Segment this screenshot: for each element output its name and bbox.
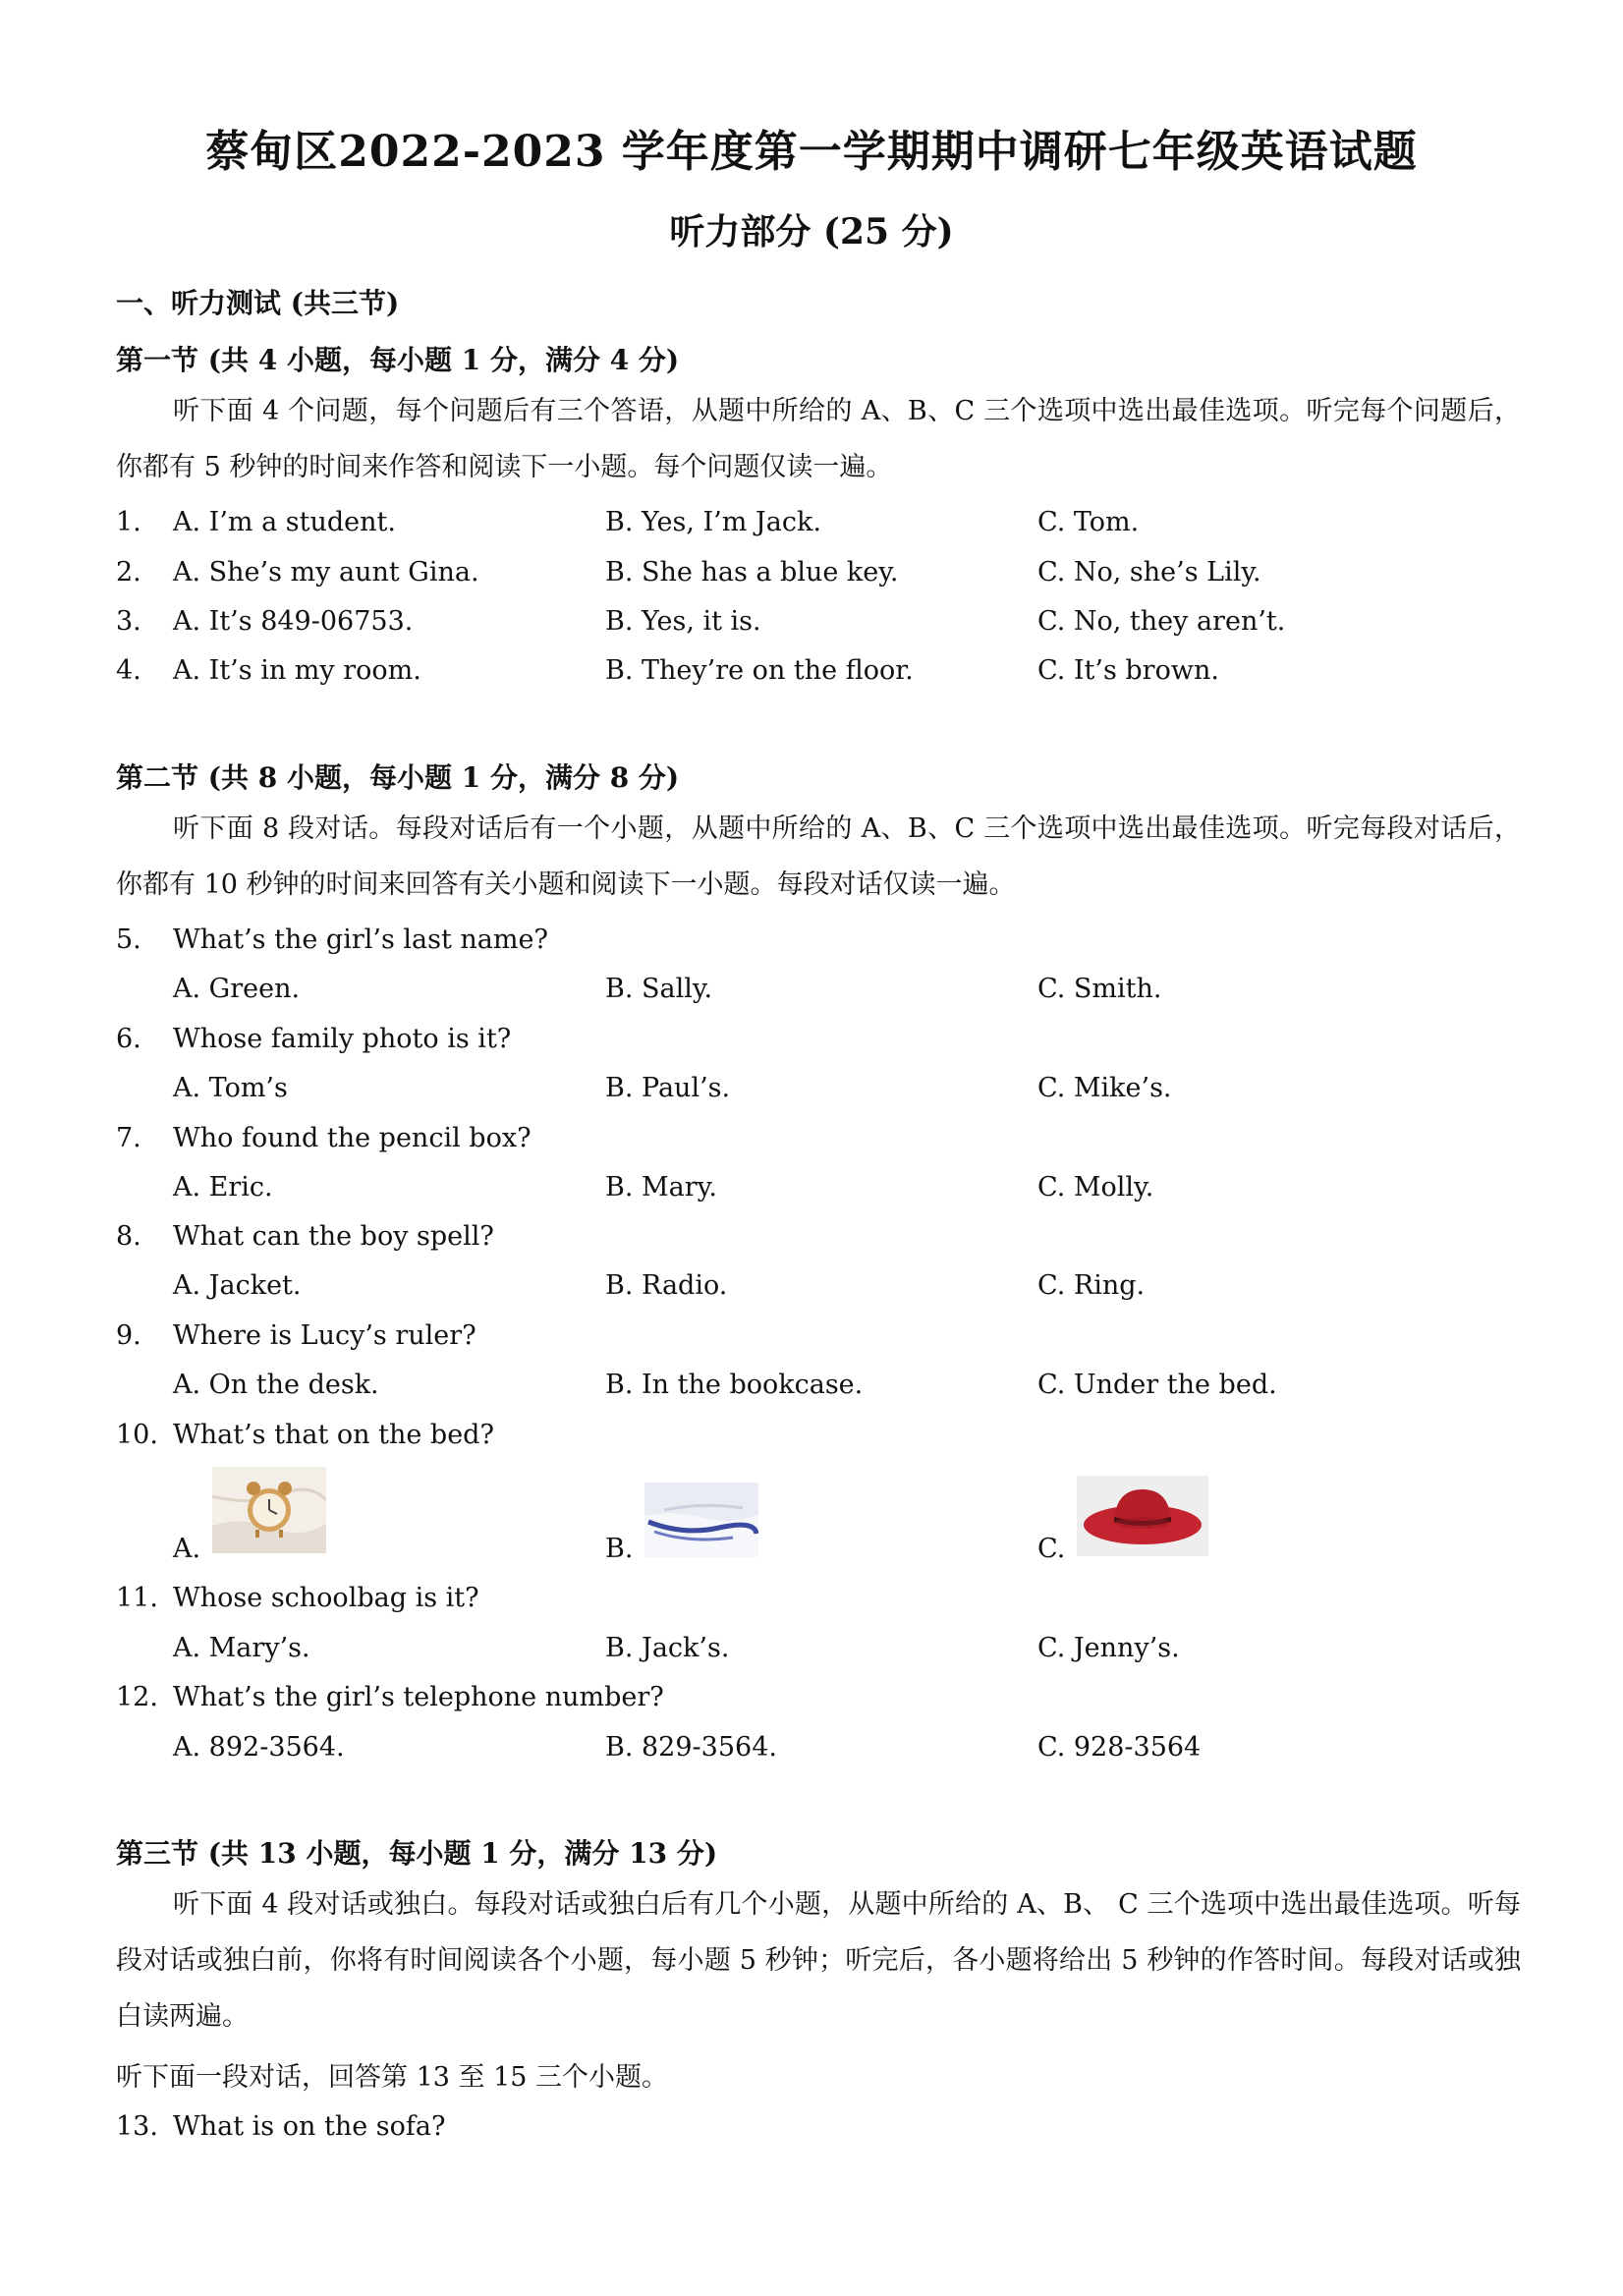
option-a: A. She’s my aunt Gina. bbox=[173, 557, 479, 588]
options-row bbox=[116, 1270, 1521, 1310]
question-number: 8. bbox=[116, 1221, 141, 1252]
question-stem-row bbox=[116, 1123, 1521, 1162]
question-row bbox=[116, 507, 1521, 546]
question-stem-row bbox=[116, 1221, 1521, 1260]
option-c: C. 928-3564 bbox=[1037, 1732, 1202, 1763]
question-stem-row bbox=[116, 924, 1521, 964]
question-row bbox=[116, 606, 1521, 645]
question-number: 3. bbox=[116, 606, 141, 637]
option-b: B. Jack’s. bbox=[605, 1633, 730, 1663]
question-stem: What is on the sofa? bbox=[173, 2111, 446, 2142]
question-number: 2. bbox=[116, 557, 141, 588]
question-number: 1. bbox=[116, 507, 141, 537]
option-c: C. Tom. bbox=[1037, 507, 1140, 537]
section1-heading: 第一节 (共 4 小题，每小题 1 分，满分 4 分) bbox=[116, 344, 680, 376]
option-a: A. 892-3564. bbox=[173, 1732, 345, 1763]
red-hat-image bbox=[1077, 1476, 1208, 1556]
question-stem-row bbox=[116, 1320, 1521, 1360]
option-a: A. Mary’s. bbox=[173, 1633, 310, 1663]
question-stem: Whose schoolbag is it? bbox=[173, 1583, 479, 1613]
question-stem-row bbox=[116, 1682, 1521, 1721]
part-heading: 一、听力测试 (共三节) bbox=[116, 287, 400, 319]
option-c: C. Mike’s. bbox=[1037, 1073, 1172, 1103]
page-title: 蔡甸区2022-2023 学年度第一学期期中调研七年级英语试题 bbox=[205, 127, 1418, 177]
option-b: B. Radio. bbox=[605, 1270, 728, 1301]
option-b: B. They’re on the floor. bbox=[605, 655, 914, 686]
option-a: A. Jacket. bbox=[173, 1270, 302, 1301]
question-stem: Whose family photo is it? bbox=[173, 1024, 512, 1054]
question-stem-row bbox=[116, 1420, 1521, 1459]
question-stem: Where is Lucy’s ruler? bbox=[173, 1320, 476, 1351]
option-b: B. In the bookcase. bbox=[605, 1370, 864, 1400]
question-stem: Who found the pencil box? bbox=[173, 1123, 532, 1153]
question-stem-row bbox=[116, 1024, 1521, 1063]
option-c: C. No, they aren’t. bbox=[1037, 606, 1286, 637]
option-c: C. Molly. bbox=[1037, 1172, 1154, 1203]
section3-heading: 第三节 (共 13 小题，每小题 1 分，满分 13 分) bbox=[116, 1837, 718, 1870]
question-stem: What’s that on the bed? bbox=[173, 1420, 494, 1450]
question-number: 9. bbox=[116, 1320, 141, 1351]
question-number: 4. bbox=[116, 655, 141, 686]
option-a: A. It’s 849-06753. bbox=[173, 606, 414, 637]
option-a: A. Eric. bbox=[173, 1172, 273, 1203]
option-a: A. It’s in my room. bbox=[173, 655, 421, 686]
options-row bbox=[116, 1732, 1521, 1771]
question-stem: What’s the girl’s last name? bbox=[173, 924, 548, 955]
blanket-image bbox=[644, 1483, 758, 1557]
options-row bbox=[116, 974, 1521, 1013]
section2-instructions: 听下面 8 段对话。每段对话后有一个小题，从题中所给的 A、B、C 三个选项中选出最佳选项。听完每段对话后，你都有 10 秒钟的时间来回答有关小题和阅读下一小题。每段对话仅读一遍。 bbox=[116, 813, 1521, 900]
option-a: A. On the desk. bbox=[173, 1370, 379, 1400]
option-b: B. Mary. bbox=[605, 1172, 717, 1203]
question-stem-row bbox=[116, 1583, 1521, 1622]
question-stem: What can the boy spell? bbox=[173, 1221, 494, 1252]
question-number: 11. bbox=[116, 1583, 158, 1613]
page-subtitle: 听力部分 (25 分) bbox=[669, 211, 954, 252]
option-b: B. Yes, it is. bbox=[605, 606, 761, 637]
section1-instructions: 听下面 4 个问题，每个问题后有三个答语，从题中所给的 A、B、C 三个选项中选出最佳选项。听完每个问题后，你都有 5 秒钟的时间来作答和阅读下一小题。每个问题仅读一遍。 bbox=[116, 396, 1521, 482]
option-c: C. Under the bed. bbox=[1037, 1370, 1277, 1400]
question-number: 12. bbox=[116, 1682, 158, 1712]
option-a: A. Green. bbox=[173, 974, 301, 1004]
question-stem: What’s the girl’s telephone number? bbox=[173, 1682, 664, 1712]
option-c: C. It’s brown. bbox=[1037, 655, 1219, 686]
question-number: 7. bbox=[116, 1123, 141, 1153]
option-b: B. bbox=[605, 1534, 634, 1564]
alarm-clock-image bbox=[212, 1467, 326, 1553]
section3-instructions: 听下面 4 段对话或独白。每段对话或独白后有几个小题，从题中所给的 A、B、 C 三个选项中选出最佳选项。听每段对话或独白前，你将有时间阅读各个小题，每小题 5 秒钟；听完后，各小题将给出 5 秒钟的作答时间。每段对话或独白读两遍。 bbox=[116, 1889, 1521, 2032]
question-row bbox=[116, 655, 1521, 695]
option-a: A. I’m a student. bbox=[173, 507, 396, 537]
option-b: B. She has a blue key. bbox=[605, 557, 899, 588]
option-b: B. 829-3564. bbox=[605, 1732, 777, 1763]
option-a: A. Tom’s bbox=[173, 1073, 288, 1103]
section2-heading: 第二节 (共 8 小题，每小题 1 分，满分 8 分) bbox=[116, 761, 680, 794]
option-c: C. No, she’s Lily. bbox=[1037, 557, 1261, 588]
option-a: A. bbox=[173, 1534, 201, 1564]
section3-lead: 听下面一段对话，回答第 13 至 15 三个小题。 bbox=[116, 2062, 669, 2093]
option-c: C. bbox=[1037, 1534, 1066, 1564]
options-row bbox=[116, 1633, 1521, 1672]
question-number: 13. bbox=[116, 2111, 158, 2142]
option-c: C. Jenny’s. bbox=[1037, 1633, 1180, 1663]
question-stem-row bbox=[116, 2111, 1521, 2151]
question-row bbox=[116, 557, 1521, 596]
options-row bbox=[116, 1534, 1521, 1573]
options-row bbox=[116, 1370, 1521, 1409]
option-c: C. Smith. bbox=[1037, 974, 1162, 1004]
question-number: 6. bbox=[116, 1024, 141, 1054]
options-row bbox=[116, 1172, 1521, 1211]
option-b: B. Sally. bbox=[605, 974, 713, 1004]
option-b: B. Paul’s. bbox=[605, 1073, 731, 1103]
options-row bbox=[116, 1073, 1521, 1112]
question-number: 10. bbox=[116, 1420, 158, 1450]
question-number: 5. bbox=[116, 924, 141, 955]
option-c: C. Ring. bbox=[1037, 1270, 1146, 1301]
option-b: B. Yes, I’m Jack. bbox=[605, 507, 821, 537]
